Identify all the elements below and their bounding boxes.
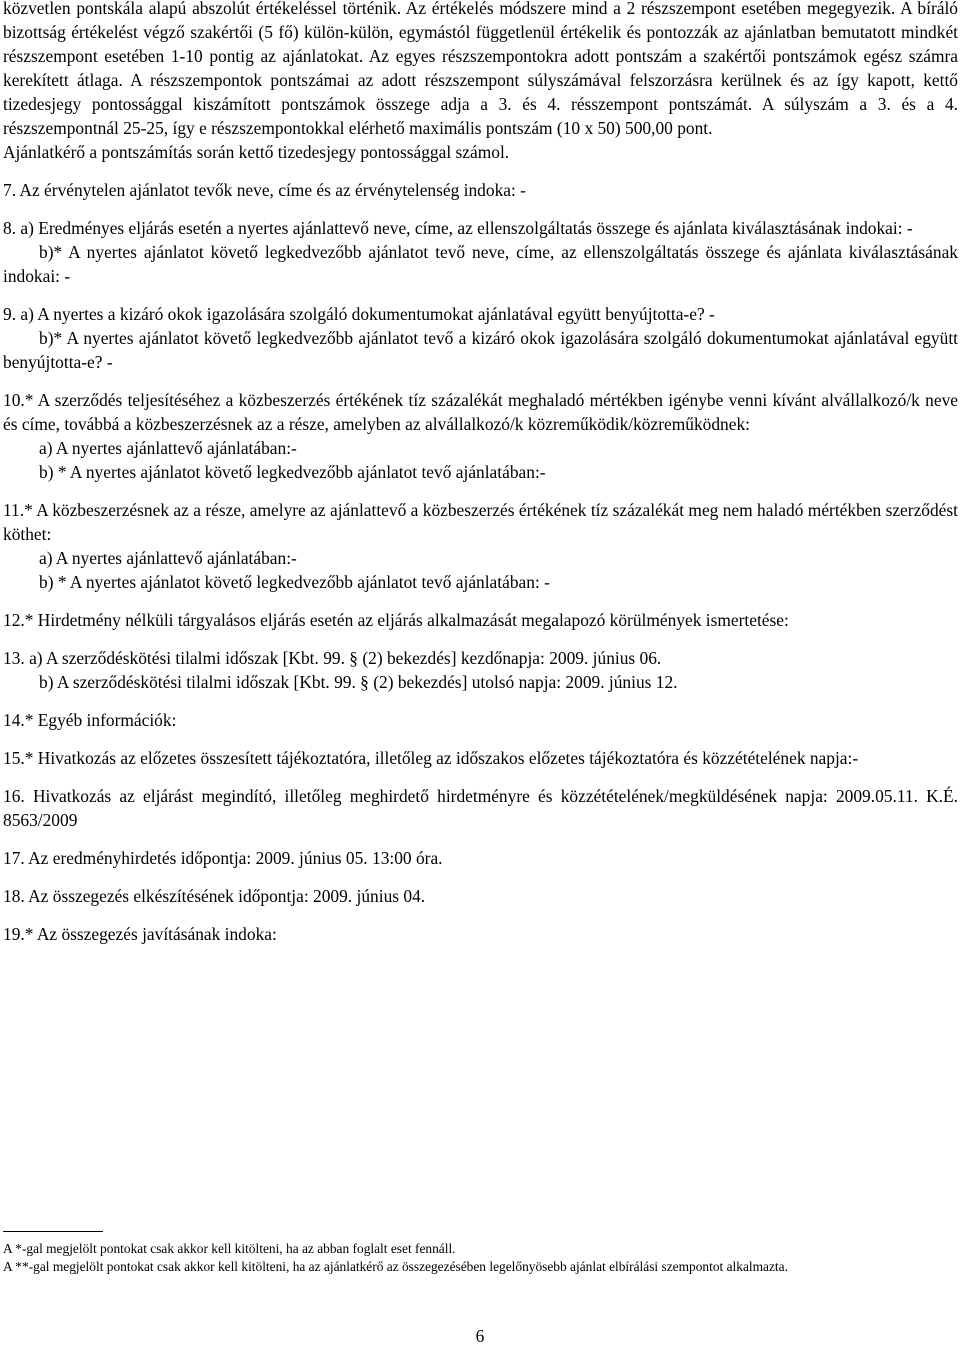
section-19: 19.* Az összegezés javításának indoka: [3, 924, 277, 944]
section-10: 10.* A szerződés teljesítéséhez a közbeszerzés értékének tíz százalékát meghaladó mértékben igénybe venni kívánt alvállalkozó/k neve és címe, továbbá a közbeszerzésnek az a része, amelyben az alvállalkozó/k közreműködik/közreműködnek: [3, 390, 958, 434]
page-number: 6 [475, 1326, 485, 1346]
section-10b: b) * A nyertes ajánlatot követő legkedvezőbb ajánlatot tevő ajánlatában:- [39, 462, 546, 482]
footnote-separator [3, 1231, 103, 1232]
section-9b-text: b)* A nyertes ajánlatot követő legkedvezőbb ajánlatot tevő a kizáró okok igazolására szolgáló dokumentumokat ajánlatával együtt benyújtotta-e? - [3, 328, 958, 372]
calculation-precision-paragraph: Ajánlatkérő a pontszámítás során kettő tizedesjegy pontossággal számol. [3, 142, 510, 162]
section-7: 7. Az érvénytelen ajánlatot tevők neve, címe és az érvénytelenség indoka: - [3, 180, 526, 200]
section-11b: b) * A nyertes ajánlatot követő legkedvezőbb ajánlatot tevő ajánlatában: - [39, 572, 550, 592]
page-body [3, 0, 958, 946]
section-8a: 8. a) Eredményes eljárás esetén a nyertes ajánlattevő neve, címe, az ellenszolgáltatás összege és ajánlata kiválasztásának indokai: - [3, 218, 913, 238]
section-11: 11.* A közbeszerzésnek az a része, amelyre az ajánlattevő a közbeszerzés értékének tíz százalékát meg nem haladó mértékben szerződést köthet: [3, 500, 958, 544]
section-8b-text: b)* A nyertes ajánlatot követő legkedvezőbb ajánlatot tevő neve, címe, az ellenszolgáltatás összege és ajánlata kiválasztásának indokai: - [3, 242, 958, 286]
section-17: 17. Az eredményhirdetés időpontja: 2009. június 05. 13:00 óra. [3, 848, 443, 868]
section-8b [3, 240, 958, 288]
section-13a: 13. a) A szerződéskötési tilalmi időszak [Kbt. 99. § (2) bekezdés] kezdőnapja: 2009. június 06. [3, 648, 662, 668]
section-10a: a) A nyertes ajánlattevő ajánlatában:- [39, 438, 297, 458]
footnote-single-asterisk: A *-gal megjelölt pontokat csak akkor kell kitölteni, ha az abban foglalt eset fennáll. [3, 1241, 456, 1256]
section-9b [3, 326, 958, 374]
section-16: 16. Hivatkozás az eljárást megindító, illetőleg meghirdető hirdetményre és közzétételének/megküldésének napja: 2009.05.11. K.É. 8563/2009 [3, 786, 958, 830]
section-13b: b) A szerződéskötési tilalmi időszak [Kbt. 99. § (2) bekezdés] utolsó napja: 2009. június 12. [39, 672, 678, 692]
section-11a: a) A nyertes ajánlattevő ajánlatában:- [39, 548, 297, 568]
section-9a: 9. a) A nyertes a kizáró okok igazolására szolgáló dokumentumokat ajánlatával együtt benyújtotta-e? - [3, 304, 715, 324]
evaluation-method-paragraph: közvetlen pontskála alapú abszolút értékeléssel történik. Az értékelés módszere mind a 2 részszempont esetében megegyezik. A bíráló bizottság értékelést végző szakértői (5 fő) külön-külön, egymástól függetlenül értékelik és pontozzák az ajánlatban bemutatott mindkét részszempont esetében 1-10 pontig az ajánlatokat. Az egyes részszempontokra adott pontszám a szakértői pontszámok egész számra kerekített átlaga. A részszempontok pontszámai az adott részszempont súlyszámával felszorzásra kerülnek és az így kapott, kettő tizedesjegy pontossággal kiszámított pontszámok összege adja a 3. és 4. résszempont pontszámát. A súlyszám a 3. és a 4. részszempontnál 25-25, így e részszempontokkal elérhető maximális pontszám (10 x 50) 500,00 pont. [3, 0, 958, 138]
footnotes [3, 1240, 958, 1276]
section-18: 18. Az összegezés elkészítésének időpontja: 2009. június 04. [3, 886, 426, 906]
section-15: 15.* Hivatkozás az előzetes összesített tájékoztatóra, illetőleg az időszakos előzetes tájékoztatóra és közzétételének napja:- [3, 748, 859, 768]
section-14: 14.* Egyéb információk: [3, 710, 177, 730]
footnote-double-asterisk: A **-gal megjelölt pontokat csak akkor kell kitölteni, ha az ajánlatkérő az összegezésében legelőnyösebb ajánlat elbírálási szempontot alkalmazta. [3, 1259, 788, 1274]
section-12: 12.* Hirdetmény nélküli tárgyalásos eljárás esetén az eljárás alkalmazását megalapozó körülmények ismertetése: [3, 610, 789, 630]
